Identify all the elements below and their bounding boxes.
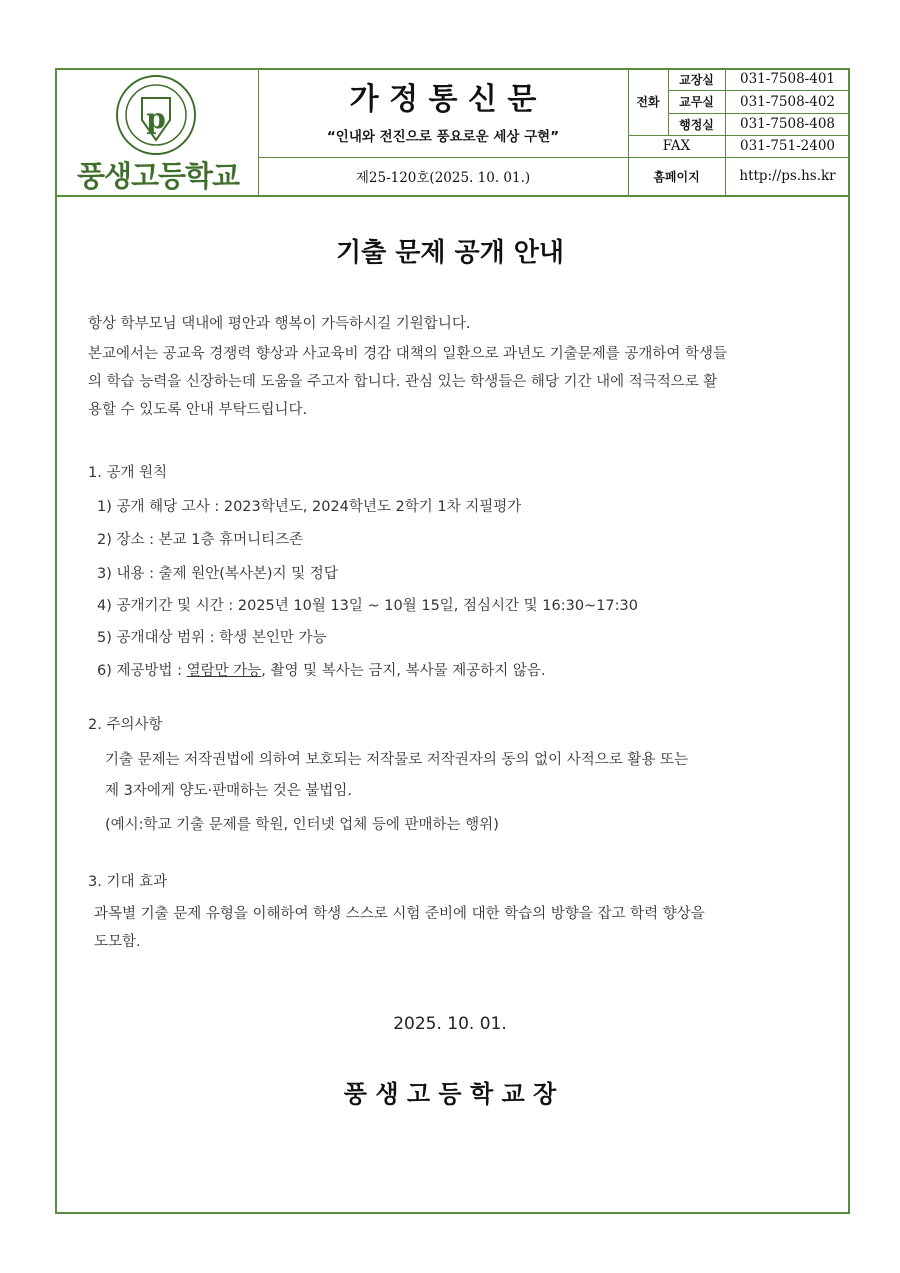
list-item — [97, 659, 546, 680]
effect-line: 도모함. — [94, 934, 141, 950]
notice-line: (예시:학교 기출 문제를 학원, 인터넷 업체 등에 판매하는 행위) — [105, 817, 499, 833]
document-title: 기출 문제 공개 안내 — [335, 238, 565, 268]
item-prefix: 6) 제공방법 : — [97, 663, 187, 679]
school-logo — [115, 74, 197, 156]
contact-label: 교장실 — [679, 72, 714, 87]
motto: “인내와 전진으로 풍요로운 세상 구현” — [326, 129, 560, 145]
list-item: 1) 공개 해당 고사 : 2023학년도, 2024학년도 2학기 1차 지필평가 — [97, 499, 522, 515]
phone-label: 전화 — [636, 95, 660, 109]
item-suffix: , 촬영 및 복사는 금지, 복사물 제공하지 않음. — [261, 663, 546, 679]
issue-number: 제25-120호(2025. 10. 01.) — [355, 170, 531, 186]
svg-text:p: p — [146, 102, 166, 135]
notice-line: 기출 문제는 저작권법에 의하여 보호되는 저작물로 저작권자의 동의 없이 사적으로 활용 또는 — [105, 752, 688, 768]
homepage-label: 홈페이지 — [653, 169, 700, 184]
intro-line: 의 학습 능력을 신장하는데 도움을 주고자 합니다. 관심 있는 학생들은 해당 기간 내에 적극적으로 활 — [88, 374, 718, 390]
contact-label: 교무실 — [679, 95, 714, 109]
homepage-link[interactable]: http://ps.hs.kr — [739, 168, 836, 184]
section-heading: 1. 공개 원칙 — [88, 465, 168, 481]
effect-line: 과목별 기출 문제 유형을 이해하여 학생 스스로 시험 준비에 대한 학습의 방향을 잡고 학력 향상을 — [94, 906, 705, 922]
issue-date: 2025. 10. 01. — [393, 1014, 507, 1034]
list-item: 3) 내용 : 출제 원안(복사본)지 및 정답 — [97, 566, 338, 582]
notice-line: 제 3자에게 양도·판매하는 것은 불법임. — [105, 783, 352, 799]
list-item: 2) 장소 : 본교 1층 휴머니티즈존 — [97, 532, 304, 548]
contact-value: 031-7508-401 — [739, 71, 835, 87]
list-item: 5) 공개대상 범위 : 학생 본인만 가능 — [97, 630, 327, 646]
contact-label: 행정실 — [679, 117, 714, 132]
intro-line: 용할 수 있도록 안내 부탁드립니다. — [88, 402, 308, 418]
section-heading: 2. 주의사항 — [88, 717, 163, 733]
principal-signature: 풍 생 고 등 학 교 장 — [343, 1080, 557, 1108]
intro-line: 본교에서는 공교육 경쟁력 향상과 사교육비 경감 대책의 일환으로 과년도 기출문제를 공개하여 학생들 — [88, 346, 727, 362]
section-heading: 3. 기대 효과 — [88, 874, 168, 890]
list-item: 4) 공개기간 및 시간 : 2025년 10월 13일 ~ 10월 15일, 점심시간 및 16:30~17:30 — [97, 598, 638, 614]
underlined-text: 열람만 가능 — [186, 663, 262, 679]
fax-label: FAX — [662, 138, 691, 154]
contact-value: 031-7508-402 — [739, 93, 835, 110]
fax-value: 031-751-2400 — [739, 138, 835, 154]
contact-value: 031-7508-408 — [739, 116, 835, 132]
school-name: 풍생고등학교 — [76, 159, 240, 193]
newsletter-title: 가 정 통 신 문 — [349, 82, 537, 117]
greeting: 항상 학부모님 댁내에 평안과 행복이 가득하시길 기원합니다. — [88, 316, 471, 332]
